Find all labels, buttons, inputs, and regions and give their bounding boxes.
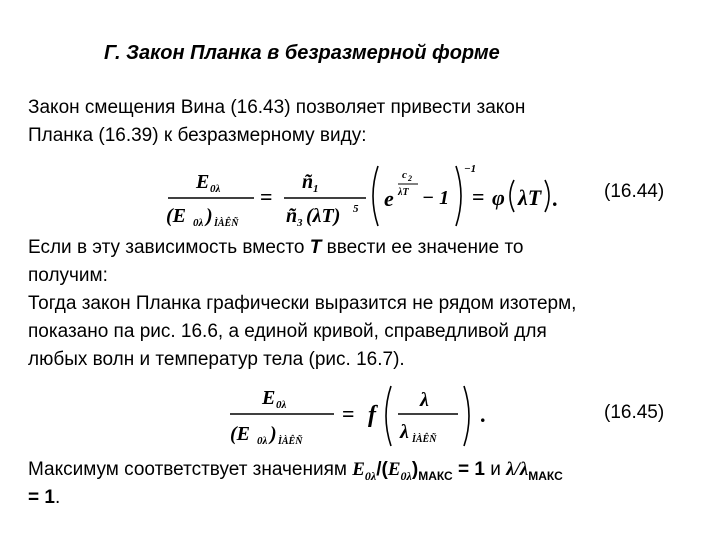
intro-line-1: Закон смещения Вина (16.43) позволяет привести закон	[28, 97, 526, 118]
eq1-n1: ñ	[302, 171, 314, 193]
intro-line-2: Планка (16.39) к безразмерному виду:	[28, 125, 367, 146]
eq1-lhs-denominator: (E	[166, 205, 186, 227]
middle-line-1	[28, 234, 524, 262]
eq1-equals-2: =	[472, 184, 485, 209]
conclusion-slash: /(	[376, 459, 388, 480]
conclusion-lambda-ratio: λ/λ	[506, 459, 529, 480]
equation-number-16-45: (16.45)	[604, 402, 665, 423]
eq1-outer-power: −1	[464, 163, 477, 175]
eq1-n3: ñ	[286, 205, 298, 227]
eq2-arg-denominator-sub: ÌÀÊÑ	[412, 434, 437, 445]
conclusion-line-2-value: = 1	[28, 487, 55, 508]
eq1-power-5: 5	[353, 203, 359, 215]
eq1-lhs-numerator-sub: 0λ	[210, 183, 221, 195]
eq1-lhs-numerator: E	[196, 171, 210, 193]
eq1-exp-e: e	[384, 186, 394, 211]
eq1-lhs-denominator-sub: 0λ	[193, 217, 204, 229]
eq1-phi-arg: λT	[518, 185, 542, 210]
middle-line-4: показано па рис. 16.6, а единой кривой, справедливой для	[28, 321, 547, 342]
eq2-f: f	[368, 402, 376, 428]
middle-line-5: любых волн и температур тела (рис. 16.7).	[28, 349, 405, 370]
eq1-period: .	[552, 186, 558, 211]
equation-16-45	[226, 382, 526, 454]
conclusion-close: )	[411, 459, 419, 480]
middle-line-3: Тогда закон Планка графически выразится не рядом изотерм,	[28, 293, 577, 314]
eq1-right-paren	[456, 166, 461, 226]
eq1-exp-c2-sub: 2	[408, 174, 412, 183]
eq1-equals-1: =	[260, 184, 273, 209]
eq2-lhs-numerator-sub: 0λ	[276, 399, 287, 411]
eq2-period: .	[480, 402, 486, 427]
eq1-lhs-denominator-close: )	[206, 205, 213, 227]
conclusion-maks-1: МАКС	[418, 468, 453, 483]
conclusion-line-1	[28, 456, 563, 490]
eq2-lhs-numerator: E	[262, 387, 276, 409]
eq1-lambda-t: (λT)	[306, 205, 341, 227]
equation-number-16-44: (16.44)	[604, 181, 665, 202]
conclusion-line-2	[28, 484, 60, 512]
conclusion-e1-sub: 0λ	[364, 468, 377, 483]
middle-line-2: получим:	[28, 265, 108, 286]
conclusion-maks-2: МАКС	[528, 468, 563, 483]
eq1-exp-c2: c	[402, 169, 407, 181]
eq1-phi-right-paren	[545, 180, 549, 212]
eq1-n1-sub: 1	[313, 183, 319, 195]
eq2-lhs-denominator-subscript: ÌÀÊÑ	[278, 436, 303, 447]
eq2-left-paren	[386, 386, 391, 446]
eq1-lhs-denominator-subscript: ÌÀÊÑ	[214, 218, 239, 229]
conclusion-text: Максимум соответствует значениям	[28, 459, 353, 480]
conclusion-line-2-end: .	[54, 487, 61, 508]
middle-line-1-t: T	[309, 237, 322, 258]
eq1-phi-left-paren	[510, 180, 514, 212]
conclusion-e2: E	[387, 459, 401, 480]
eq1-left-paren	[373, 166, 378, 226]
middle-line-1-b: ввести ее значение то	[321, 237, 524, 258]
section-heading: Г. Закон Планка в безразмерной форме	[104, 42, 500, 64]
eq2-lhs-denominator-sub: 0λ	[257, 435, 268, 447]
eq1-n3-sub: 3	[297, 217, 303, 229]
eq1-phi: φ	[492, 185, 505, 210]
eq1-exp-lambda-t: λT	[398, 187, 409, 198]
eq2-arg-numerator: λ	[420, 389, 429, 411]
eq2-equals: =	[342, 401, 355, 426]
eq2-lhs-denominator-close: )	[270, 423, 277, 445]
conclusion-eq-1: = 1	[452, 459, 485, 480]
middle-line-1-a: Если в эту зависимость вместо	[28, 237, 310, 258]
conclusion-and: и	[484, 459, 507, 480]
conclusion-e2-sub: 0λ	[400, 468, 412, 483]
conclusion-e1: E	[352, 459, 365, 480]
eq2-arg-denominator: λ	[400, 421, 409, 443]
eq1-minus-one: − 1	[422, 187, 450, 209]
eq2-lhs-denominator: (E	[230, 423, 250, 445]
equation-16-44	[160, 160, 580, 232]
eq2-right-paren	[464, 386, 469, 446]
